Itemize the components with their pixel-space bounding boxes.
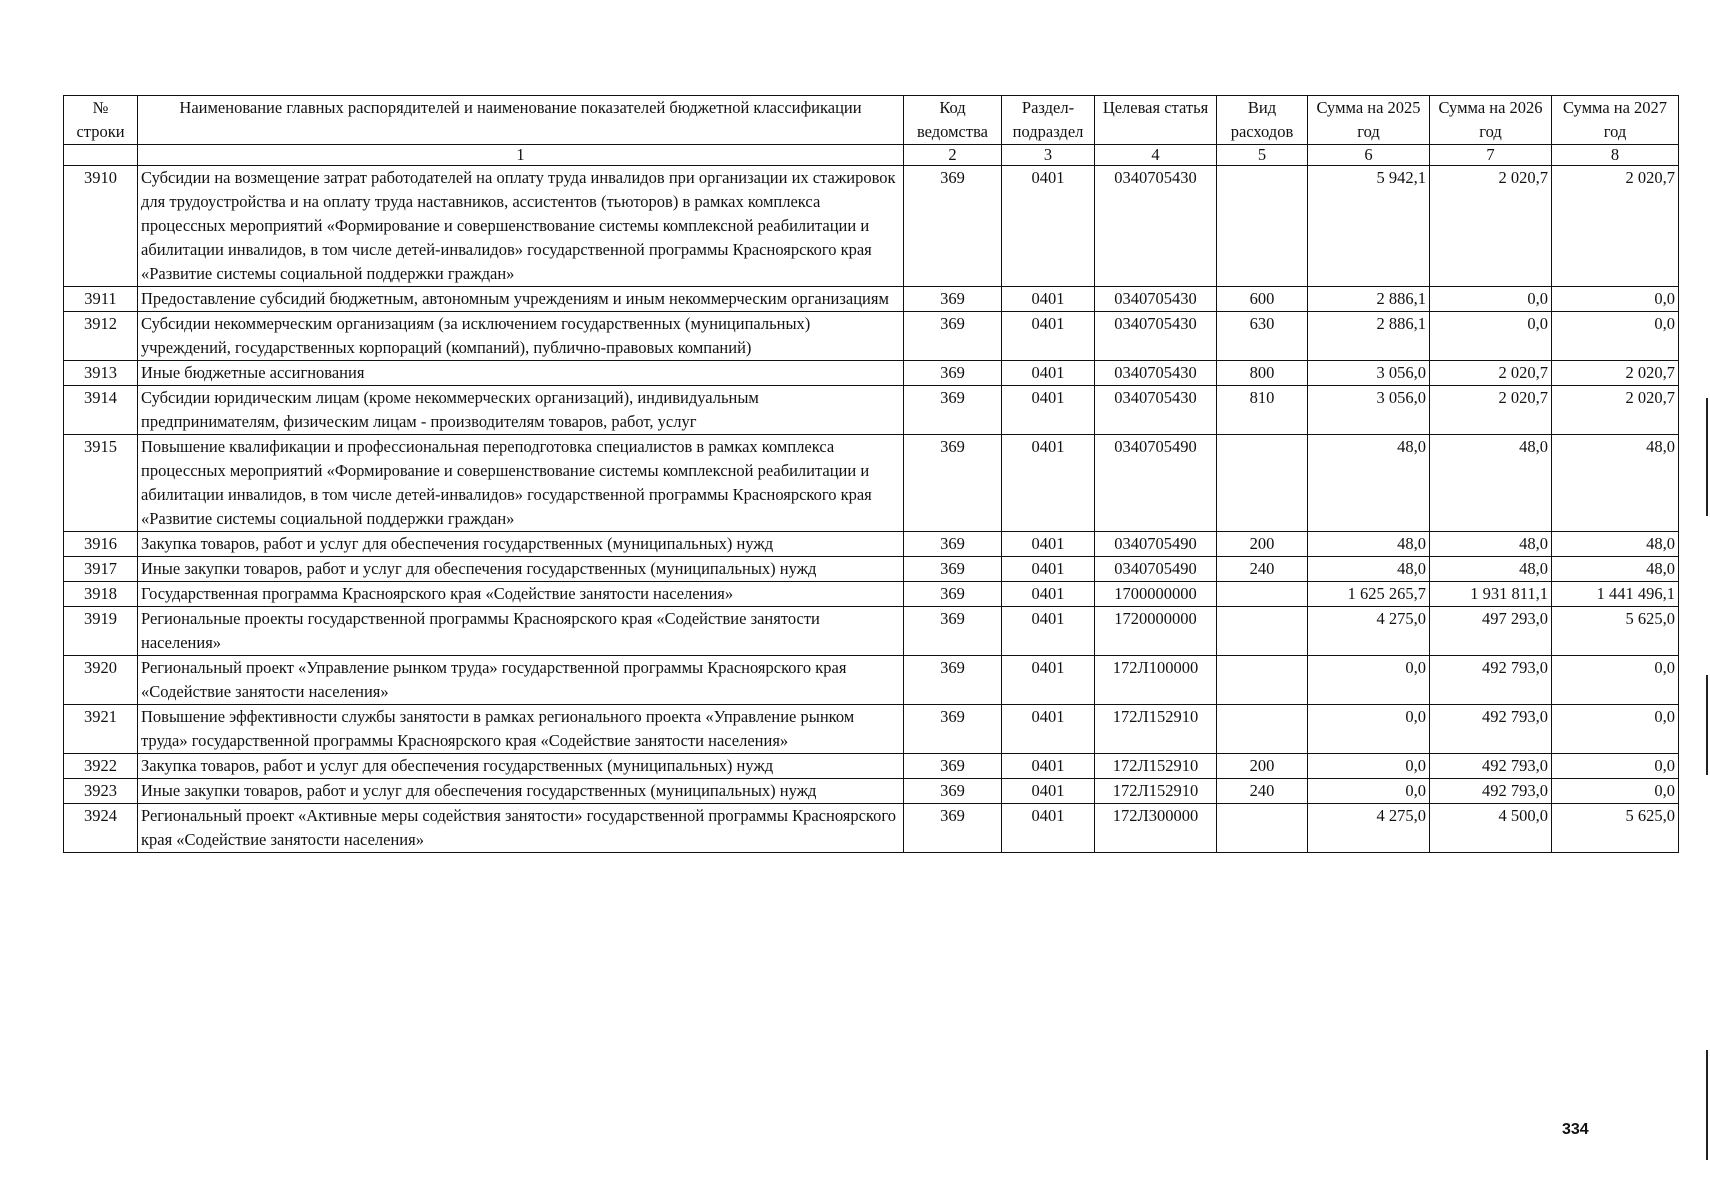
- column-number: 6: [1308, 145, 1430, 166]
- sum-2026: 492 793,0: [1430, 779, 1552, 804]
- header-target-article: Целевая статья: [1095, 96, 1217, 145]
- expense-type: [1217, 804, 1308, 853]
- sum-2026: 492 793,0: [1430, 705, 1552, 754]
- expense-type: 240: [1217, 557, 1308, 582]
- indicator-name: Закупка товаров, работ и услуг для обеспечения государственных (муниципальных) нужд: [138, 754, 904, 779]
- sum-2025: 0,0: [1308, 705, 1430, 754]
- row-number: 3910: [64, 166, 138, 287]
- sum-2027: 0,0: [1552, 287, 1679, 312]
- section-code: 0401: [1002, 386, 1095, 435]
- target-article: 0340705430: [1095, 386, 1217, 435]
- row-number: 3924: [64, 804, 138, 853]
- department-code: 369: [904, 386, 1002, 435]
- margin-mark: [1706, 1050, 1708, 1160]
- department-code: 369: [904, 435, 1002, 532]
- sum-2025: 0,0: [1308, 656, 1430, 705]
- section-code: 0401: [1002, 532, 1095, 557]
- table-row: [64, 532, 1679, 557]
- sum-2026: 0,0: [1430, 287, 1552, 312]
- indicator-name: Предоставление субсидий бюджетным, автономным учреждениям и иным некоммерческим организациям: [138, 287, 904, 312]
- table-row: [64, 607, 1679, 656]
- expense-type: 630: [1217, 312, 1308, 361]
- sum-2027: 48,0: [1552, 557, 1679, 582]
- section-code: 0401: [1002, 312, 1095, 361]
- target-article: 172Л100000: [1095, 656, 1217, 705]
- column-number-row: [64, 145, 1679, 166]
- table-row: [64, 386, 1679, 435]
- department-code: 369: [904, 656, 1002, 705]
- sum-2027: 0,0: [1552, 779, 1679, 804]
- section-code: 0401: [1002, 582, 1095, 607]
- column-number: 1: [138, 145, 904, 166]
- row-number: 3918: [64, 582, 138, 607]
- header-row-number: № строки: [64, 96, 138, 145]
- sum-2025: 2 886,1: [1308, 287, 1430, 312]
- budget-document: [63, 95, 1678, 853]
- row-number: 3920: [64, 656, 138, 705]
- sum-2026: 48,0: [1430, 435, 1552, 532]
- indicator-name: Иные закупки товаров, работ и услуг для обеспечения государственных (муниципальных) нужд: [138, 779, 904, 804]
- sum-2025: 3 056,0: [1308, 361, 1430, 386]
- sum-2025: 3 056,0: [1308, 386, 1430, 435]
- section-code: 0401: [1002, 804, 1095, 853]
- page-number: 334: [1562, 1121, 1589, 1138]
- section-code: 0401: [1002, 779, 1095, 804]
- indicator-name: Иные бюджетные ассигнования: [138, 361, 904, 386]
- sum-2026: 4 500,0: [1430, 804, 1552, 853]
- indicator-name: Иные закупки товаров, работ и услуг для обеспечения государственных (муниципальных) нужд: [138, 557, 904, 582]
- sum-2027: 2 020,7: [1552, 386, 1679, 435]
- table-row: [64, 656, 1679, 705]
- target-article: 0340705430: [1095, 287, 1217, 312]
- sum-2027: 0,0: [1552, 754, 1679, 779]
- sum-2027: 2 020,7: [1552, 166, 1679, 287]
- table-row: [64, 804, 1679, 853]
- department-code: 369: [904, 166, 1002, 287]
- table-row: [64, 557, 1679, 582]
- header-row: [64, 96, 1679, 145]
- sum-2025: 48,0: [1308, 532, 1430, 557]
- section-code: 0401: [1002, 656, 1095, 705]
- sum-2027: 48,0: [1552, 435, 1679, 532]
- indicator-name: Повышение эффективности службы занятости в рамках регионального проекта «Управление рынком труда» государственной программы Красноярского края «Содействие занятости населения»: [138, 705, 904, 754]
- header-name: Наименование главных распорядителей и наименование показателей бюджетной классификации: [138, 96, 904, 145]
- header-department-code: Код ведомства: [904, 96, 1002, 145]
- sum-2027: 0,0: [1552, 705, 1679, 754]
- expense-type: [1217, 166, 1308, 287]
- department-code: 369: [904, 607, 1002, 656]
- table-row: [64, 435, 1679, 532]
- sum-2025: 4 275,0: [1308, 607, 1430, 656]
- sum-2027: 0,0: [1552, 656, 1679, 705]
- row-number: 3912: [64, 312, 138, 361]
- indicator-name: Субсидии некоммерческим организациям (за исключением государственных (муниципальных) учреждений, государственных корпораций (компаний), публично-правовых компаний): [138, 312, 904, 361]
- sum-2027: 48,0: [1552, 532, 1679, 557]
- row-number: 3914: [64, 386, 138, 435]
- table-row: [64, 582, 1679, 607]
- sum-2026: 2 020,7: [1430, 361, 1552, 386]
- row-number: 3913: [64, 361, 138, 386]
- header-section: Раздел- подраздел: [1002, 96, 1095, 145]
- column-number: 4: [1095, 145, 1217, 166]
- sum-2026: 497 293,0: [1430, 607, 1552, 656]
- department-code: 369: [904, 779, 1002, 804]
- sum-2026: 48,0: [1430, 532, 1552, 557]
- row-number: 3922: [64, 754, 138, 779]
- target-article: 1720000000: [1095, 607, 1217, 656]
- department-code: 369: [904, 557, 1002, 582]
- sum-2026: 492 793,0: [1430, 656, 1552, 705]
- target-article: 172Л152910: [1095, 754, 1217, 779]
- sum-2025: 48,0: [1308, 557, 1430, 582]
- indicator-name: Повышение квалификации и профессиональная переподготовка специалистов в рамках комплекса процессных мероприятий «Формирование и совершенствование системы комплексной реабилитации и абилитации инвалидов, в том числе детей-инвалидов» государственной программы Красноярского края «Развитие системы социальной поддержки граждан»: [138, 435, 904, 532]
- target-article: 0340705430: [1095, 166, 1217, 287]
- expense-type: [1217, 705, 1308, 754]
- target-article: 172Л300000: [1095, 804, 1217, 853]
- sum-2025: 2 886,1: [1308, 312, 1430, 361]
- column-number: 5: [1217, 145, 1308, 166]
- expense-type: [1217, 582, 1308, 607]
- table-row: [64, 312, 1679, 361]
- sum-2025: 0,0: [1308, 754, 1430, 779]
- department-code: 369: [904, 754, 1002, 779]
- department-code: 369: [904, 705, 1002, 754]
- target-article: 1700000000: [1095, 582, 1217, 607]
- sum-2025: 0,0: [1308, 779, 1430, 804]
- target-article: 0340705490: [1095, 532, 1217, 557]
- department-code: 369: [904, 804, 1002, 853]
- table-row: [64, 779, 1679, 804]
- sum-2026: 0,0: [1430, 312, 1552, 361]
- sum-2027: 2 020,7: [1552, 361, 1679, 386]
- header-sum-2027: Сумма на 2027 год: [1552, 96, 1679, 145]
- column-number: 3: [1002, 145, 1095, 166]
- sum-2025: 1 625 265,7: [1308, 582, 1430, 607]
- sum-2025: 48,0: [1308, 435, 1430, 532]
- table-row: [64, 361, 1679, 386]
- expense-type: [1217, 656, 1308, 705]
- expense-type: [1217, 607, 1308, 656]
- indicator-name: Субсидии на возмещение затрат работодателей на оплату труда инвалидов при организации их стажировок для трудоустройства и на оплату труда наставников, ассистентов (тьюторов) в рамках комплекса процессных мероприятий «Формирование и совершенствование системы комплексной реабилитации и абилитации инвалидов, в том числе детей-инвалидов» государственной программы Красноярского края «Развитие системы социальной поддержки граждан»: [138, 166, 904, 287]
- section-code: 0401: [1002, 435, 1095, 532]
- department-code: 369: [904, 287, 1002, 312]
- section-code: 0401: [1002, 705, 1095, 754]
- indicator-name: Закупка товаров, работ и услуг для обеспечения государственных (муниципальных) нужд: [138, 532, 904, 557]
- table-row: [64, 705, 1679, 754]
- row-number: 3915: [64, 435, 138, 532]
- sum-2027: 1 441 496,1: [1552, 582, 1679, 607]
- row-number: 3919: [64, 607, 138, 656]
- sum-2026: 492 793,0: [1430, 754, 1552, 779]
- section-code: 0401: [1002, 607, 1095, 656]
- header-expense-type: Вид расходов: [1217, 96, 1308, 145]
- expense-type: [1217, 435, 1308, 532]
- header-sum-2025: Сумма на 2025 год: [1308, 96, 1430, 145]
- target-article: 172Л152910: [1095, 705, 1217, 754]
- department-code: 369: [904, 361, 1002, 386]
- expense-type: 810: [1217, 386, 1308, 435]
- sum-2025: 4 275,0: [1308, 804, 1430, 853]
- sum-2027: 5 625,0: [1552, 607, 1679, 656]
- sum-2027: 0,0: [1552, 312, 1679, 361]
- indicator-name: Государственная программа Красноярского края «Содействие занятости населения»: [138, 582, 904, 607]
- department-code: 369: [904, 312, 1002, 361]
- indicator-name: Региональный проект «Управление рынком труда» государственной программы Красноярского края «Содействие занятости населения»: [138, 656, 904, 705]
- column-number: 7: [1430, 145, 1552, 166]
- section-code: 0401: [1002, 557, 1095, 582]
- row-number: 3921: [64, 705, 138, 754]
- department-code: 369: [904, 582, 1002, 607]
- sum-2027: 5 625,0: [1552, 804, 1679, 853]
- sum-2026: 2 020,7: [1430, 386, 1552, 435]
- header-sum-2026: Сумма на 2026 год: [1430, 96, 1552, 145]
- expense-type: 200: [1217, 754, 1308, 779]
- expense-type: 200: [1217, 532, 1308, 557]
- column-number: [64, 145, 138, 166]
- sum-2026: 48,0: [1430, 557, 1552, 582]
- department-code: 369: [904, 532, 1002, 557]
- section-code: 0401: [1002, 754, 1095, 779]
- sum-2026: 1 931 811,1: [1430, 582, 1552, 607]
- row-number: 3916: [64, 532, 138, 557]
- sum-2026: 2 020,7: [1430, 166, 1552, 287]
- margin-mark: [1706, 675, 1708, 775]
- column-number: 2: [904, 145, 1002, 166]
- row-number: 3917: [64, 557, 138, 582]
- target-article: 0340705490: [1095, 435, 1217, 532]
- section-code: 0401: [1002, 361, 1095, 386]
- row-number: 3911: [64, 287, 138, 312]
- target-article: 0340705430: [1095, 361, 1217, 386]
- indicator-name: Региональные проекты государственной программы Красноярского края «Содействие занятости населения»: [138, 607, 904, 656]
- expense-type: 800: [1217, 361, 1308, 386]
- indicator-name: Субсидии юридическим лицам (кроме некоммерческих организаций), индивидуальным предпринимателям, физическим лицам - производителям товаров, работ, услуг: [138, 386, 904, 435]
- table-row: [64, 166, 1679, 287]
- row-number: 3923: [64, 779, 138, 804]
- column-number: 8: [1552, 145, 1679, 166]
- indicator-name: Региональный проект «Активные меры содействия занятости» государственной программы Красноярского края «Содействие занятости населения»: [138, 804, 904, 853]
- expense-type: 240: [1217, 779, 1308, 804]
- expense-type: 600: [1217, 287, 1308, 312]
- sum-2025: 5 942,1: [1308, 166, 1430, 287]
- target-article: 0340705430: [1095, 312, 1217, 361]
- table-body: [64, 166, 1679, 853]
- target-article: 172Л152910: [1095, 779, 1217, 804]
- margin-mark: [1706, 398, 1708, 516]
- target-article: 0340705490: [1095, 557, 1217, 582]
- budget-table: [63, 95, 1679, 853]
- table-row: [64, 754, 1679, 779]
- section-code: 0401: [1002, 287, 1095, 312]
- section-code: 0401: [1002, 166, 1095, 287]
- table-row: [64, 287, 1679, 312]
